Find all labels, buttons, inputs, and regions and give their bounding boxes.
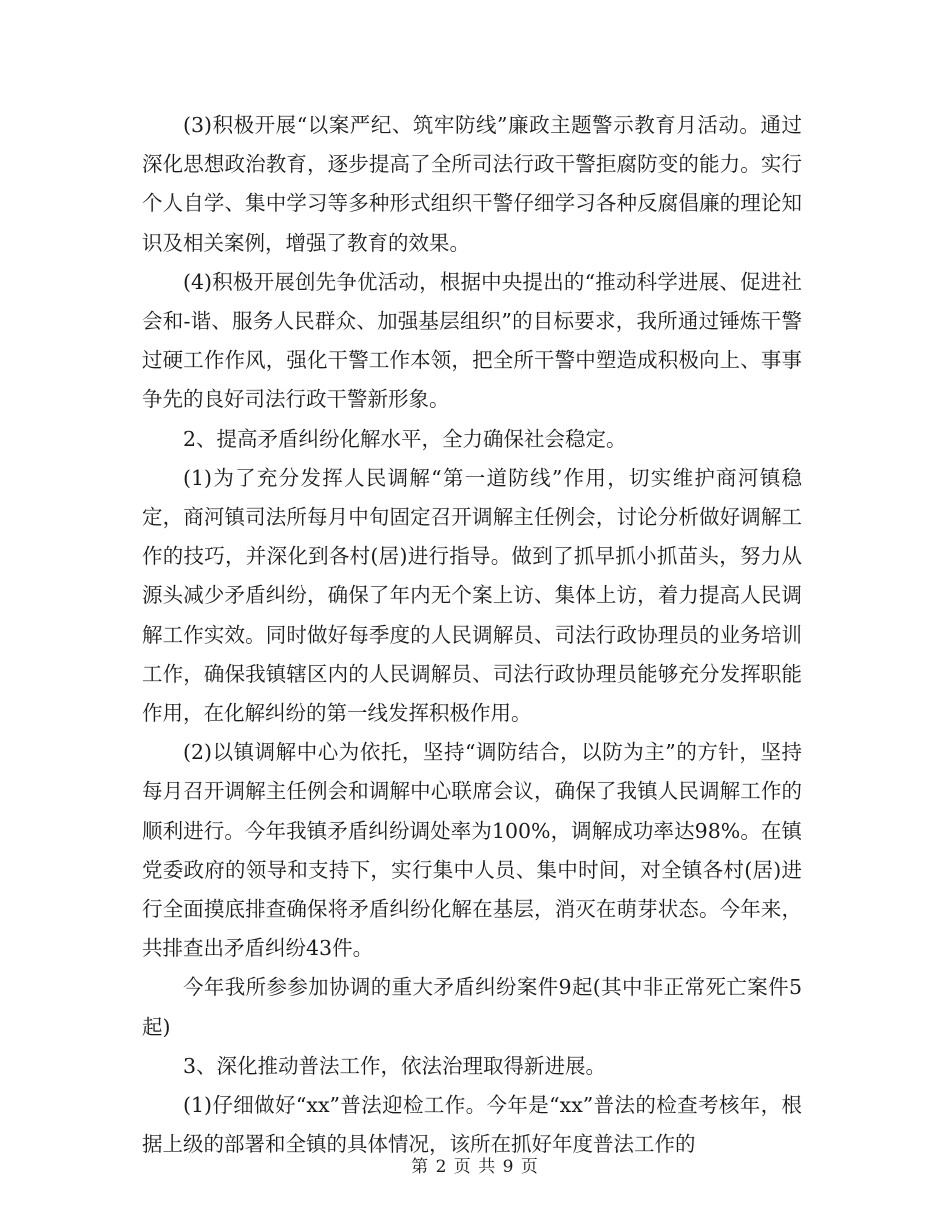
paragraph-5: (2)以镇调解中心为依托，坚持“调防结合，以防为主”的方针，坚持每月召开调解主任例会和调解中心联席会议，确保了我镇人民调解工作的顺利进行。今年我镇矛盾纠纷调处率为100%，调解成功率达98%。在镇党委政府的领导和支持下，实行集中人员、集中时间，对全镇各村(居)进行全面摸底排查确保将矛盾纠纷化解在基层，消灭在萌芽状态。今年来，共排查出矛盾纠纷43件。 xyxy=(142,740,802,961)
paragraph-1: (3)积极开展“以案严纪、筑牢防线”廉政主题警示教育月活动。通过深化思想政治教育，逐步提高了全所司法行政干警拒腐防变的能力。实行个人自学、集中学习等多种形式组织干警仔细学习各种反腐倡廉的理论知识及相关案例，增强了教育的效果。 xyxy=(142,113,802,255)
page-number-footer: 第 2 页 共 9 页 xyxy=(411,1157,539,1177)
document-body xyxy=(142,106,802,1164)
paragraph-6: 今年我所参参加协调的重大矛盾纠纷案件9起(其中非正常死亡案件5起) xyxy=(142,975,802,1039)
paragraph-2: (4)积极开展创先争优活动，根据中央提出的“推动科学进展、促进社会和-谐、服务人民群众、加强基层组织”的目标要求，我所通过锤炼干警过硬工作作风，强化干警工作本领，把全所干警中塑造成积极向上、事事争先的良好司法行政干警新形象。 xyxy=(142,269,802,412)
paragraph-8: (1)仔细做好“xx”普法迎检工作。今年是“xx”普法的检查考核年，根据上级的部署和全镇的具体情况，该所在抓好年度普法工作的 xyxy=(142,1093,802,1157)
paragraph-3: 2、提高矛盾纠纷化解水平，全力确保社会稳定。 xyxy=(183,426,627,451)
paragraph-7: 3、深化推动普法工作，依法治理取得新进展。 xyxy=(183,1053,607,1078)
paragraph-4: (1)为了充分发挥人民调解“第一道防线”作用，切实维护商河镇稳定，商河镇司法所每月中旬固定召开调解主任例会，讨论分析做好调解工作的技巧，并深化到各村(居)进行指导。做到了抓早抓小抓苗头，努力从源头减少矛盾纠纷，确保了年内无个案上访、集体上访，着力提高人民调解工作实效。同时做好每季度的人民调解员、司法行政协理员的业务培训工作，确保我镇辖区内的人民调解员、司法行政协理员能够充分发挥职能作用，在化解纠纷的第一线发挥积极作用。 xyxy=(142,465,802,726)
